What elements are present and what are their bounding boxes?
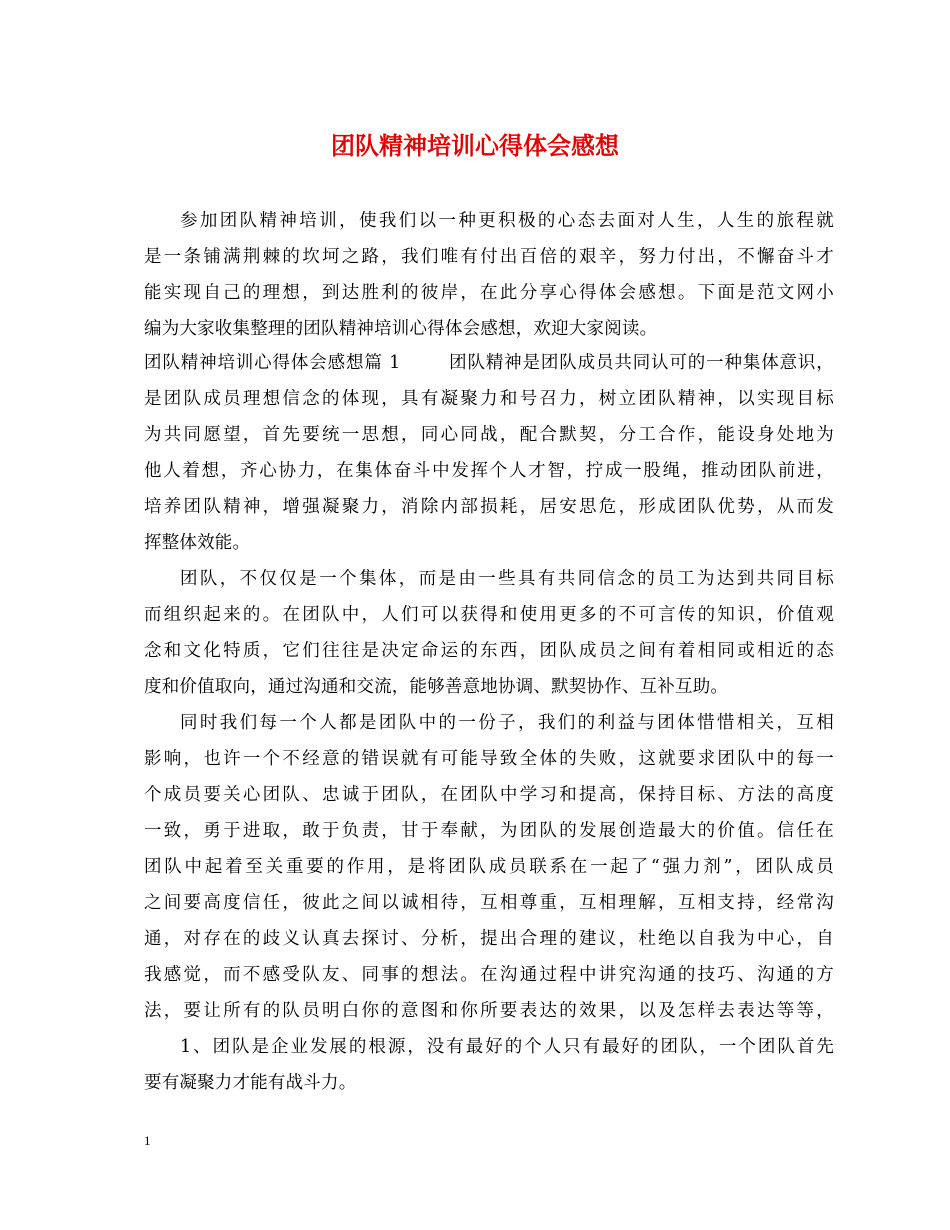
text-line: 参加团队精神培训，使我们以一种更积极的心态去面对人生，人生的旅程就 xyxy=(180,211,834,231)
text-line: 编为大家收集整理的团队精神培训心得体会感想，欢迎大家阅读。 xyxy=(144,319,658,339)
text-line: 同时我们每一个人都是团队中的一份子，我们的利益与团体惜惜相关，互相 xyxy=(180,713,834,733)
text-line: 挥整体效能。 xyxy=(144,533,251,553)
text-line: 我感觉，而不感受队友、同事的想法。在沟通过程中讲究沟通的技巧、沟通的方 xyxy=(144,965,834,985)
text-line: 为共同愿望，首先要统一思想，同心同战，配合默契，分工合作，能设身处地为 xyxy=(144,425,834,445)
text-line: 念和文化特质，它们往往是决定命运的东西，团队成员之间有着相同或相近的态 xyxy=(144,641,834,661)
text-line: 而组织起来的。在团队中，人们可以获得和使用更多的不可言传的知识，价值观 xyxy=(144,605,834,625)
text-line-segment: 团队精神是团队成员共同认可的一种集体意识， xyxy=(448,353,834,373)
text-line: 度和价值取向，通过沟通和交流，能够善意地协调、默契协作、互补互助。 xyxy=(144,677,729,697)
text-line: 通，对存在的歧义认真去探讨、分析，提出合理的建议，杜绝以自我为中心，自 xyxy=(144,929,834,949)
text-line: 他人着想，齐心协力，在集体奋斗中发挥个人才智，拧成一股绳，推动团队前进， xyxy=(144,461,834,481)
text-line: 是团队成员理想信念的体现，具有凝聚力和号召力，树立团队精神，以实现目标 xyxy=(144,389,834,409)
section-heading: 团队精神培训心得体会感想篇 1 xyxy=(144,353,401,373)
text-line: 要有凝聚力才能有战斗力。 xyxy=(144,1073,357,1093)
text-line: 一致，勇于进取，敢于负责，甘于奉献，为团队的发展创造最大的价值。信任在 xyxy=(144,821,834,841)
text-line: 团队中起着至关重要的作用，是将团队成员联系在一起了“强力剂”，团队成员 xyxy=(144,857,834,877)
text-line: 培养团队精神，增强凝聚力，消除内部损耗，居安思危，形成团队优势，从而发 xyxy=(144,497,834,517)
page-number: 1 xyxy=(144,1133,151,1148)
text-line-with-heading xyxy=(144,351,834,375)
text-line: 法，要让所有的队员明白你的意图和你所要表达的效果，以及怎样去表达等等， xyxy=(144,1001,834,1021)
text-line: 之间要高度信任，彼此之间以诚相待，互相尊重，互相理解，互相支持，经常沟 xyxy=(144,893,834,913)
text-line: 能实现自己的理想，到达胜利的彼岸，在此分享心得体会感想。下面是范文网小 xyxy=(144,283,834,303)
text-line: 影响，也许一个不经意的错误就有可能导致全体的失败，这就要求团队中的每一 xyxy=(144,749,834,769)
text-line: 团队，不仅仅是一个集体，而是由一些具有共同信念的员工为达到共同目标 xyxy=(180,569,834,589)
document-title: 团队精神培训心得体会感想 xyxy=(331,131,619,160)
text-line: 是一条铺满荆棘的坎坷之路，我们唯有付出百倍的艰辛，努力付出，不懈奋斗才 xyxy=(144,247,834,267)
text-line: 个成员要关心团队、忠诚于团队，在团队中学习和提高，保持目标、方法的高度 xyxy=(144,785,834,805)
text-line: 1、团队是企业发展的根源，没有最好的个人只有最好的团队，一个团队首先 xyxy=(180,1037,834,1057)
